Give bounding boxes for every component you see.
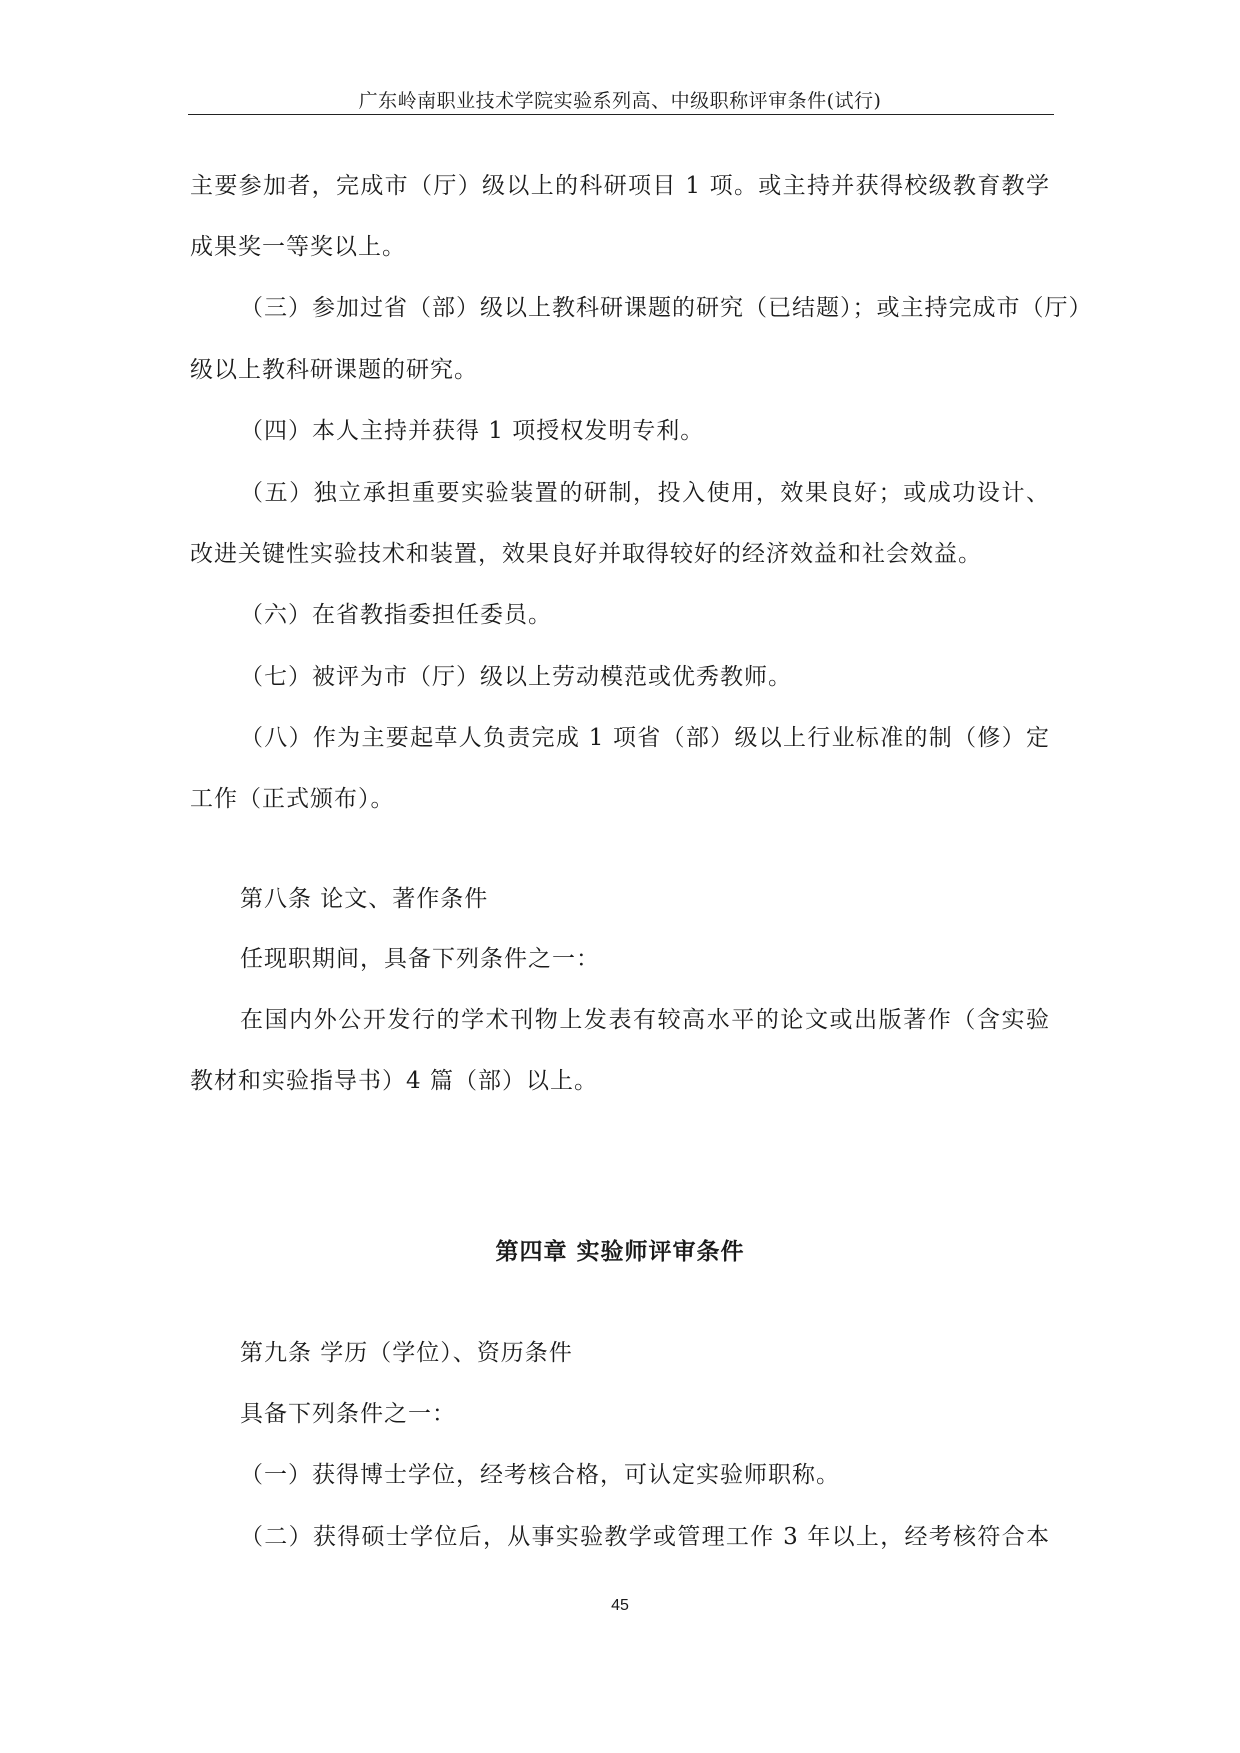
text-line: （六）在省教指委担任委员。 xyxy=(240,602,552,628)
page-number: 45 xyxy=(611,1597,629,1614)
text-line: （二）获得硕士学位后，从事实验教学或管理工作 3 年以上，经考核符合本 xyxy=(240,1524,1050,1550)
text-line: （四）本人主持并获得 1 项授权发明专利。 xyxy=(240,418,705,444)
chapter-title: 第四章 实验师评审条件 xyxy=(495,1239,745,1265)
running-header: 广东岭南职业技术学院实验系列高、中级职称评审条件(试行) xyxy=(358,90,882,112)
text-line: 在国内外公开发行的学术刊物上发表有较高水平的论文或出版著作（含实验 xyxy=(240,1007,1050,1033)
article-heading: 第九条 学历（学位）、资历条件 xyxy=(240,1340,573,1366)
header-rule xyxy=(188,114,1054,115)
text-line: 主要参加者，完成市（厅）级以上的科研项目 1 项。或主持并获得校级教育教学 xyxy=(190,173,1050,199)
text-line: （一）获得博士学位，经考核合格，可认定实验师职称。 xyxy=(240,1462,840,1488)
text-line: 任现职期间，具备下列条件之一： xyxy=(240,946,600,972)
text-line: 工作（正式颁布）。 xyxy=(190,786,395,812)
text-line: 改进关键性实验技术和装置，效果良好并取得较好的经济效益和社会效益。 xyxy=(190,541,982,567)
text-line: 成果奖一等奖以上。 xyxy=(190,234,406,260)
text-line: 级以上教科研课题的研究。 xyxy=(190,357,478,383)
text-line: （三）参加过省（部）级以上教科研课题的研究（已结题）；或主持完成市（厅） xyxy=(240,295,1093,321)
article-heading: 第八条 论文、著作条件 xyxy=(240,886,489,912)
text-line: 教材和实验指导书）4 篇（部）以上。 xyxy=(190,1068,598,1094)
text-line: 具备下列条件之一： xyxy=(240,1401,456,1427)
text-line: （五）独立承担重要实验装置的研制，投入使用，效果良好；或成功设计、 xyxy=(240,480,1050,506)
text-line: （七）被评为市（厅）级以上劳动模范或优秀教师。 xyxy=(240,664,792,690)
text-line: （八）作为主要起草人负责完成 1 项省（部）级以上行业标准的制（修）定 xyxy=(240,725,1050,751)
